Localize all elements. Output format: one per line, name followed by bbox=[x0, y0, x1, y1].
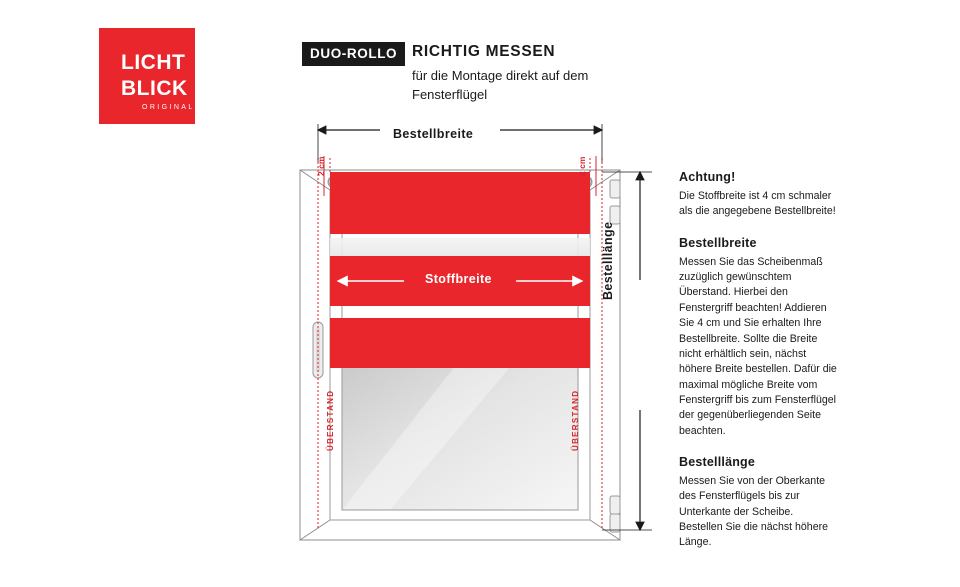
label-stoffbreite: Stoffbreite bbox=[425, 272, 492, 286]
note-body-bestelllaenge: Messen Sie von der Oberkante des Fensterflügels bis zur Unterkante der Scheibe. Bestellen Sie die nächst höhere Länge. bbox=[679, 475, 829, 549]
note-body-achtung: Die Stoffbreite ist 4 cm schmaler als die angegebene Bestellbreite! bbox=[679, 190, 836, 218]
product-type-badge: DUO-ROLLO bbox=[302, 42, 405, 66]
label-overhang-left: ÜBERSTAND bbox=[326, 389, 335, 451]
label-margin-left: 2 cm bbox=[316, 156, 326, 176]
logo-line-2: BLICK bbox=[121, 77, 188, 100]
note-heading-bestelllaenge: Bestelllänge bbox=[679, 455, 756, 470]
label-bestelllaenge: Bestelllänge bbox=[601, 221, 615, 300]
page-title: RICHTIG MESSEN bbox=[412, 43, 556, 60]
notes-column bbox=[679, 170, 839, 551]
label-margin-right: 2 cm bbox=[577, 156, 587, 176]
label-bestellbreite: Bestellbreite bbox=[393, 127, 474, 141]
logo-line-3: ORIGINAL bbox=[142, 104, 195, 111]
note-heading-bestellbreite: Bestellbreite bbox=[679, 235, 757, 250]
brand-logo bbox=[99, 28, 195, 124]
note-heading-achtung: Achtung! bbox=[679, 170, 736, 184]
label-overhang-right: ÜBERSTAND bbox=[571, 389, 580, 451]
diagram-svg bbox=[280, 110, 660, 550]
logo-line-1: LICHT bbox=[121, 51, 186, 74]
note-body-bestellbreite: Messen Sie das Scheibenmaß zuzüglich gewünschtem Überstand. Hierbei den Fenstergriff beachten! Addieren Sie 4 cm und Sie erhalten Ihre Bestellbreite. Sollte die Breite nicht erhältlich sein, nächst höhere Breite bestellen. Dafür die maximal mögliche Breite vom Fenstergriff bis zum Fensterflügel der gegenüberliegenden Seite beachten. bbox=[679, 255, 837, 437]
fabric-band-top bbox=[330, 172, 590, 234]
measurement-diagram bbox=[280, 110, 660, 550]
page-subtitle: für die Montage direkt auf dem Fensterflügel bbox=[412, 68, 589, 102]
fabric-band-bottom bbox=[330, 318, 590, 368]
